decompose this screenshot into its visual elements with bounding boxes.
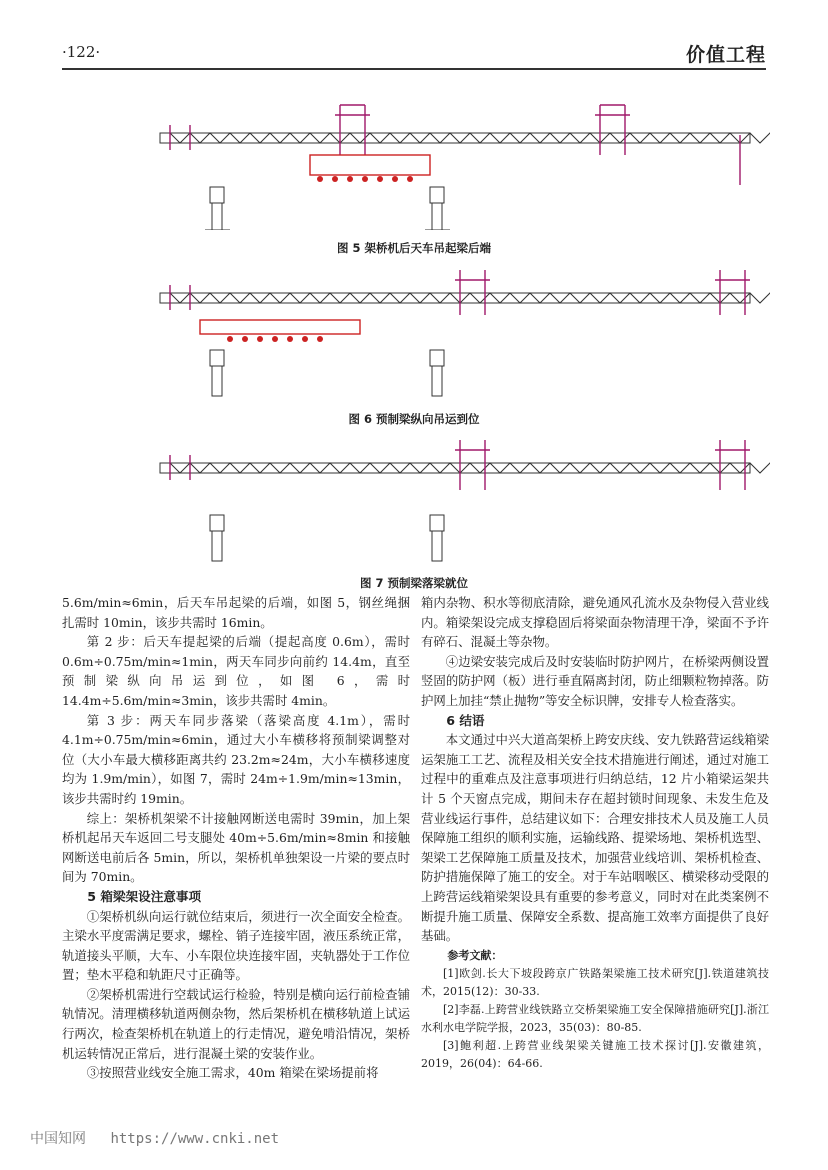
reference-item: [2]李磊.上跨营业线铁路立交桥架梁施工安全保障措施研究[J].浙江水利水电学院学报，2023，35(03)：80-85. <box>421 1002 769 1034</box>
paragraph: 第 3 步：两天车同步落梁（落梁高度 4.1m），需时 4.1m÷0.75m/min≈6min，通过大小车横移将预制梁调整对位（大小车最大横移距离共约 23.2m≈24m，大小车横移速度均为 1.9m/min），如图 7，需时 24m÷1.9m/min≈13min，该步共需时约 19min。 <box>62 712 410 806</box>
paragraph: 5.6m/min≈6min，后天车吊起梁的后端，如图 5，钢丝绳捆扎需时 10min，该步共需时 16min。 <box>62 595 410 630</box>
watermark-footer <box>30 1128 279 1148</box>
figure-6-drawing <box>130 265 770 400</box>
figure-7-caption: 图 7 预制梁落梁就位 <box>359 576 468 590</box>
figure-6-caption: 图 6 预制梁纵向吊运到位 <box>348 412 480 426</box>
reference-item: [3]鲍利超.上跨营业线架梁关键施工技术探讨[J].安徽建筑，2019，26(04)：64-66. <box>421 1038 769 1070</box>
paragraph: 箱内杂物、积水等彻底清除，避免通风孔流水及杂物侵入营业线内。箱梁架设完成支撑稳固后将梁面杂物清理干净，梁面不予许有碎石、混凝土等杂物。 <box>421 595 769 650</box>
paragraph: ①架桥机纵向运行就位结束后，须进行一次全面安全检查。主梁水平度需满足要求，螺栓、销子连接牢固，液压系统正常，轨道接头平顺，大车、小车限位块连接牢固，夹轨器处于工作位置；垫木平稳和轨距尺寸正确等。 <box>62 908 410 983</box>
figure-5-drawing <box>130 95 770 230</box>
paragraph: 综上：架桥机架梁不计接触网断送电需时 39min，加上架桥机起吊天车返回二号支腿处 40m÷5.6m/min≈8min 和接触网断送电前后各 5min，所以，架桥机单独架设一片梁的要点时间为 70min。 <box>62 810 410 885</box>
section-5-heading: 5 箱梁架设注意事项 <box>87 888 202 904</box>
paragraph: ④边梁安装完成后及时安装临时防护网片，在桥梁两侧设置竖固的防护网（板）进行垂直隔离封闭，防止细颗粒物掉落。防护网上加挂“禁止抛物”等安全标识牌，安排专人检查落实。 <box>421 653 769 708</box>
reference-item: [1]欧剑.长大下坡段跨京广铁路架梁施工技术研究[J].铁道建筑技术，2015(12)：30-33. <box>421 966 769 998</box>
header-rule <box>62 68 766 70</box>
paragraph: 第 2 步：后天车提起梁的后端（提起高度 0.6m），需时 0.6m÷0.75m/min≈1min，两天车同步向前约 14.4m，直至预制梁纵向吊运到位，如图 6，需时 14.4m÷5.6m/min≈3min，该步共需时 4min。 <box>62 634 410 708</box>
right-column <box>421 593 769 1073</box>
section-6-heading: 6 结语 <box>446 712 485 728</box>
figure-5-caption: 图 5 架桥机后天车吊起梁后端 <box>336 241 491 255</box>
paragraph: ③按照营业线安全施工需求，40m 箱梁在梁场提前将 <box>86 1065 379 1081</box>
page-number: ·122· <box>62 43 101 61</box>
journal-title: 价值工程 <box>685 44 766 66</box>
figure-7-drawing <box>130 435 770 565</box>
site-name: 中国知网 <box>30 1131 86 1147</box>
left-column <box>62 593 410 1083</box>
references-heading: 参考文献： <box>447 948 503 962</box>
site-url[interactable]: https://www.cnki.net <box>110 1131 280 1147</box>
paragraph: ②架桥机需进行空载试运行检验，特别是横向运行前检查铺轨情况。清理横移轨道两侧杂物，然后架桥机在横移轨道上试运行两次，检查架桥机在轨道上的行走情况，避免啃沿情况，架桥机运转情况正常后，进行混凝土梁的安装作业。 <box>62 986 410 1061</box>
paragraph: 本文通过中兴大道高架桥上跨安庆线、安九铁路营运线箱梁运架施工工艺、流程及相关安全技术措施进行阐述，通过对施工过程中的重难点及注意事项进行归纳总结，12 片小箱梁运架共计 5 个天窗点完成，期间未存在超封锁时间现象、未发生危及营业线运行事件，总结建议如下：合理安排技术人员及施工人员保障施工组织的顺利实施，运输线路、提梁场地、架桥机选型、架梁工艺保障施工质量及技术，加强营业线培训、架桥机检查、防护措施保障了施工的安全。对于车站咽喉区、横梁移动受限的上跨营运线箱梁架设具有重要的参考意义，同时对在此类案例不断提升施工质量、保障安全系数、提高施工效率方面提供了良好基础。 <box>421 732 769 944</box>
